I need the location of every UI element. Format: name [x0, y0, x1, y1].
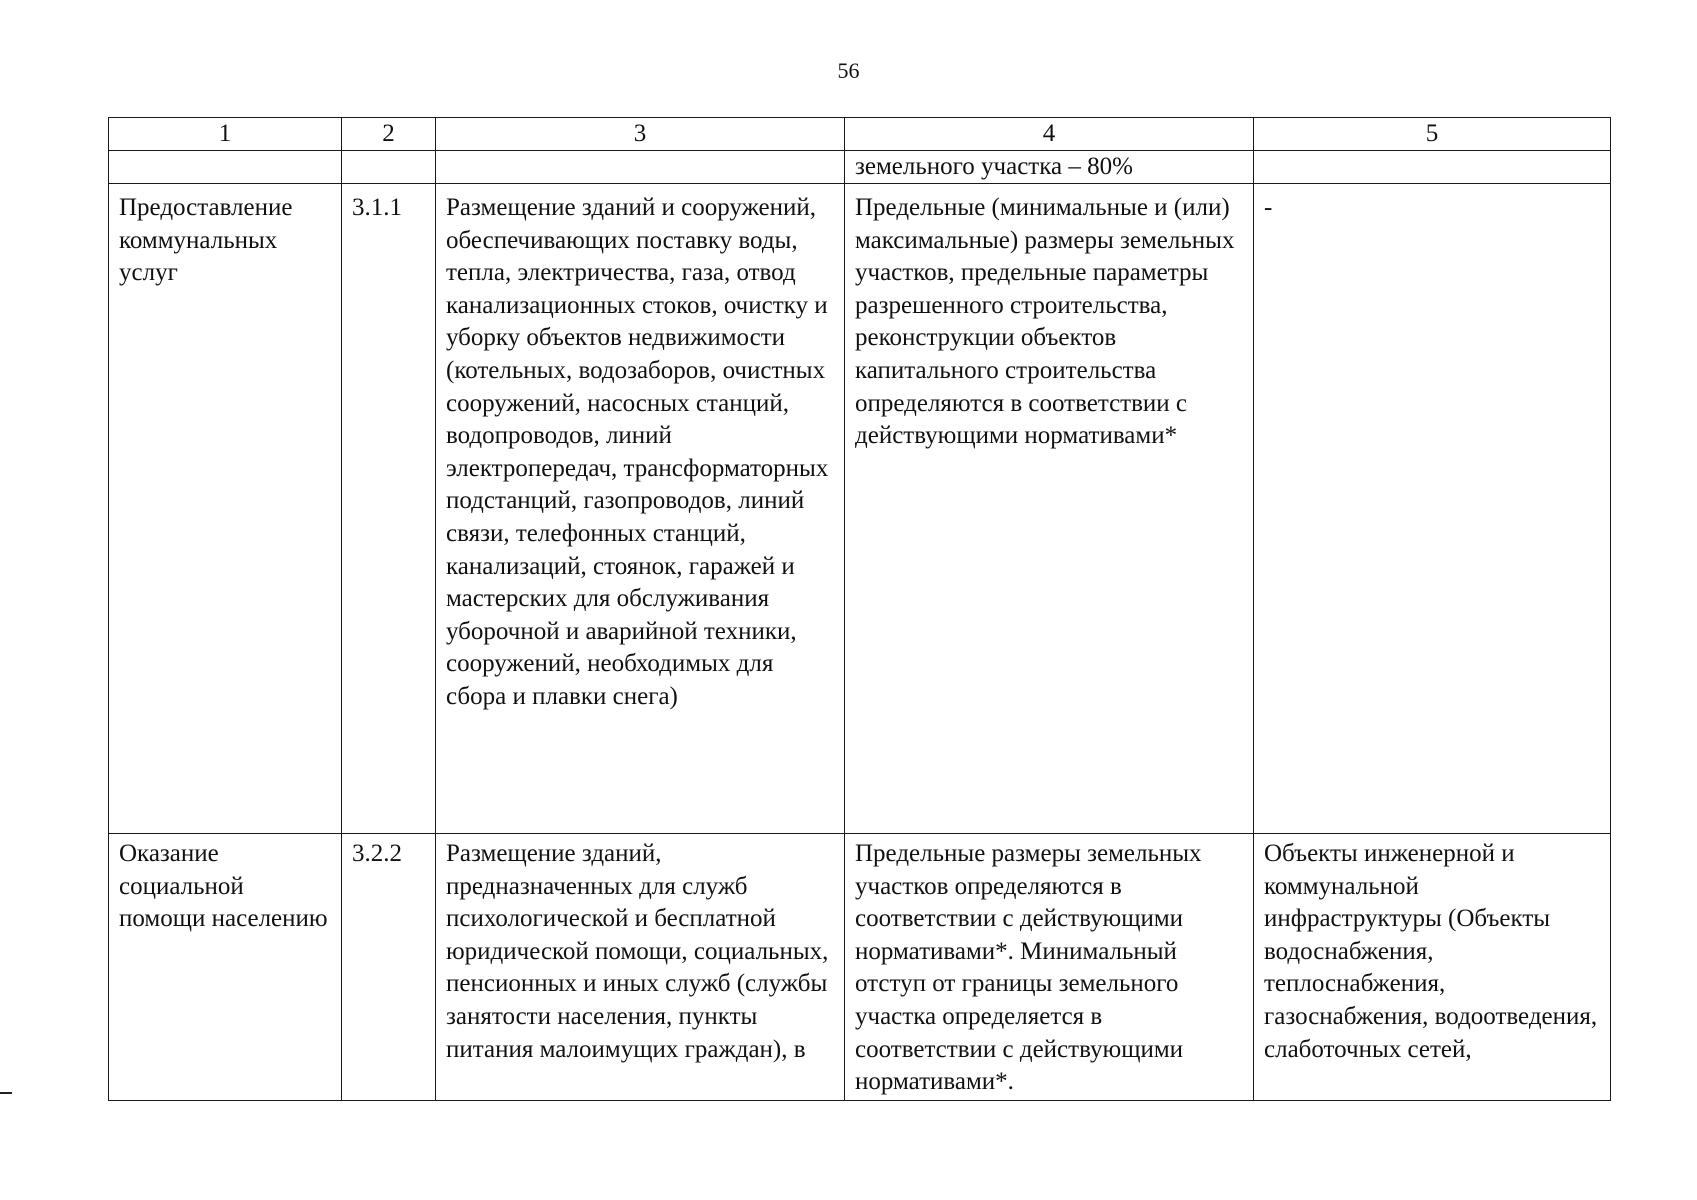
use-type-restrictions-text: -: [1264, 194, 1273, 221]
use-type-parameters: [845, 184, 1254, 834]
use-type-description-text: Размещение зданий, предназначенных для служб психологической и бесплатной юридической помощи, социальных, пенсионных и иных служб (службы занятости населения, пункты питания малоимущих граждан), в: [446, 840, 829, 1063]
continuation-cell-5: [1254, 151, 1611, 184]
page-number: 56: [837, 58, 860, 83]
use-type-code-text: 3.2.2: [352, 840, 402, 867]
use-type-name-text: Предоставление коммунальных услуг: [119, 194, 293, 287]
use-type-description-text: Размещение зданий и сооружений, обеспечивающих поставку воды, тепла, электричества, газа, отвод канализационных стоков, очистку и уборку объектов недвижимости (котельных, водозаборов, очистных сооружений, насосных станций, водопроводов, линий электропередач, трансформаторных подстанций, газопроводов, линий связи, телефонных станций, канализаций, стоянок, гаражей и мастерских для обслуживания уборочной и аварийной техники, сооружений, необходимых для сбора и плавки снега): [446, 194, 829, 710]
use-type-name: [109, 834, 342, 1101]
header-cell-2: 2: [342, 118, 436, 151]
use-type-restrictions: [1254, 184, 1611, 834]
continuation-cell-4: земельного участка – 80%: [845, 151, 1254, 184]
use-type-restrictions-text: Объекты инженерной и коммунальной инфраструктуры (Объекты водоснабжения, теплоснабжения, газоснабжения, водоотведения, слаботочных сетей,: [1264, 840, 1598, 1063]
table-header-row: [109, 118, 1611, 151]
use-type-parameters-text: Предельные (минимальные и (или) максимальные) размеры земельных участков, предельные параметры разрешенного строительства, реконструкции объектов капитального строительства определяются в соответствии с действующими нормативами*: [855, 194, 1235, 450]
continuation-cell-1: [109, 151, 342, 184]
continuation-row: [109, 151, 1611, 184]
table-row: [109, 834, 1611, 1101]
use-type-parameters-text: Предельные размеры земельных участков определяются в соответствии с действующими нормативами*. Минимальный отступ от границы земельного участка определяется в соответствии с действующими нормативами*.: [855, 840, 1202, 1096]
use-type-code-text: 3.1.1: [352, 194, 402, 221]
margin-mark: [0, 1092, 12, 1094]
use-type-parameters: [845, 834, 1254, 1101]
continuation-cell-3: [436, 151, 845, 184]
use-type-code: [342, 834, 436, 1101]
land-use-table: [108, 117, 1611, 1101]
header-cell-3: 3: [436, 118, 845, 151]
header-cell-5: 5: [1254, 118, 1611, 151]
use-type-code: [342, 184, 436, 834]
table-row: [109, 184, 1611, 834]
use-type-restrictions: [1254, 834, 1611, 1101]
header-cell-4: 4: [845, 118, 1254, 151]
continuation-cell-2: [342, 151, 436, 184]
use-type-description: [436, 834, 845, 1101]
use-type-description: [436, 184, 845, 834]
header-cell-1: 1: [109, 118, 342, 151]
use-type-name: [109, 184, 342, 834]
use-type-name-text: Оказание социальной помощи населению: [119, 840, 328, 933]
